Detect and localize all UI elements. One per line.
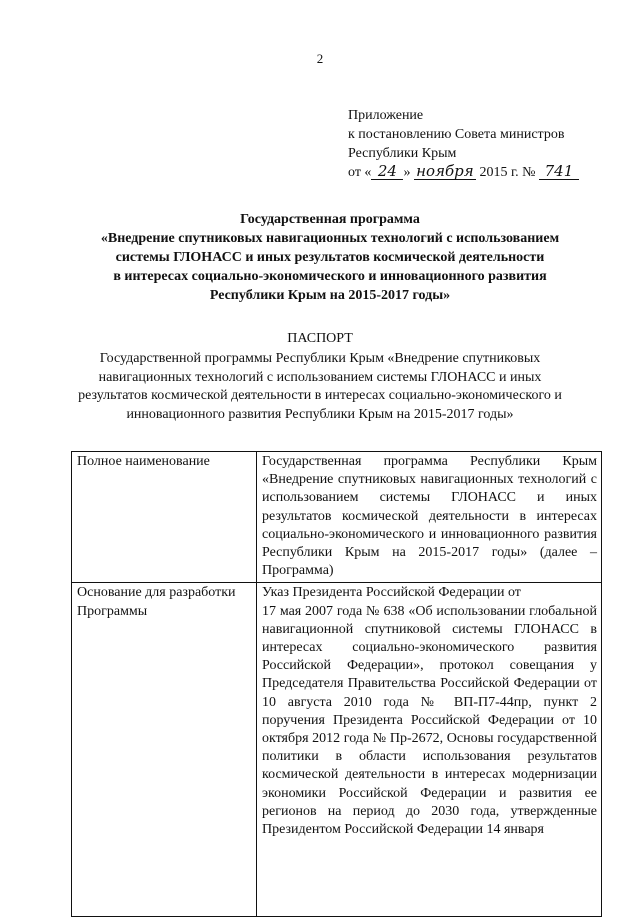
passport-heading: ПАСПОРТ [287, 331, 353, 346]
date-month: ноября [414, 164, 476, 180]
appendix-republic: Республики Крым [348, 146, 457, 161]
appendix-date-line [348, 163, 579, 182]
row-label: Полное наименование [72, 452, 257, 583]
row-value [257, 583, 602, 917]
date-quote-close: » [403, 165, 411, 180]
date-year: 2015 г. № [479, 165, 536, 180]
table-row [72, 452, 602, 583]
program-title-line: в интересах социально-экономического и инновационного развития [113, 269, 547, 284]
row-value: Государственная программа Республики Крым «Внедрение спутниковых навигационных технологий с использованием системы ГЛОНАСС и иных результатов космической деятельности в интересах социально-экономического и инновационного развития Республики Крым на 2015-2017 годы» (далее – Программа) [257, 452, 602, 583]
table-row [72, 583, 602, 917]
passport-subtitle: Государственной программы Республики Крым «Внедрение спутниковых навигационных технологий с использованием системы ГЛОНАСС и иных результатов космической деятельности в интересах социально-экономического и инновационного развития Республики Крым на 2015-2017 годы» [78, 351, 562, 422]
program-title-line: Республики Крым на 2015-2017 годы» [209, 288, 451, 303]
program-title-line: «Внедрение спутниковых навигационных технологий с использованием [100, 231, 560, 246]
program-title-line: Государственная программа [240, 212, 420, 227]
page-number: 2 [316, 51, 324, 66]
document-number: 741 [539, 164, 579, 180]
program-title [60, 210, 600, 305]
appendix-title: Приложение [348, 108, 424, 123]
date-prefix: от « [348, 165, 372, 180]
row-value-first-line: Указ Президента Российской Федерации от [262, 585, 521, 601]
appendix-resolution: к постановлению Совета министров [348, 127, 565, 142]
passport-table [71, 451, 602, 917]
row-value-text: 17 мая 2007 года № 638 «Об использовании глобальной навигационной спутниковой системы ГЛОНАСС в интересах социально-экономического развития Российской Федерации», протокол совещания у Председателя Правительства Российской Федерации от 10 августа 2010 года № ВП-П7-44пр, пункт 2 поручения Президента Российской Федерации от 10 октября 2012 года № Пр-2672, Основы государственной политики в области использования результатов космической деятельности в интересах модернизации экономики Российской Федерации и развития ее регионов на период до 2030 года, утвержденные Президентом Российской Федерации 14 января [262, 603, 597, 838]
row-label: Основание для разработки Программы [72, 583, 257, 917]
appendix-block [348, 106, 579, 182]
program-title-line: системы ГЛОНАСС и иных результатов космической деятельности [115, 250, 545, 265]
date-day: 24 [371, 164, 403, 180]
